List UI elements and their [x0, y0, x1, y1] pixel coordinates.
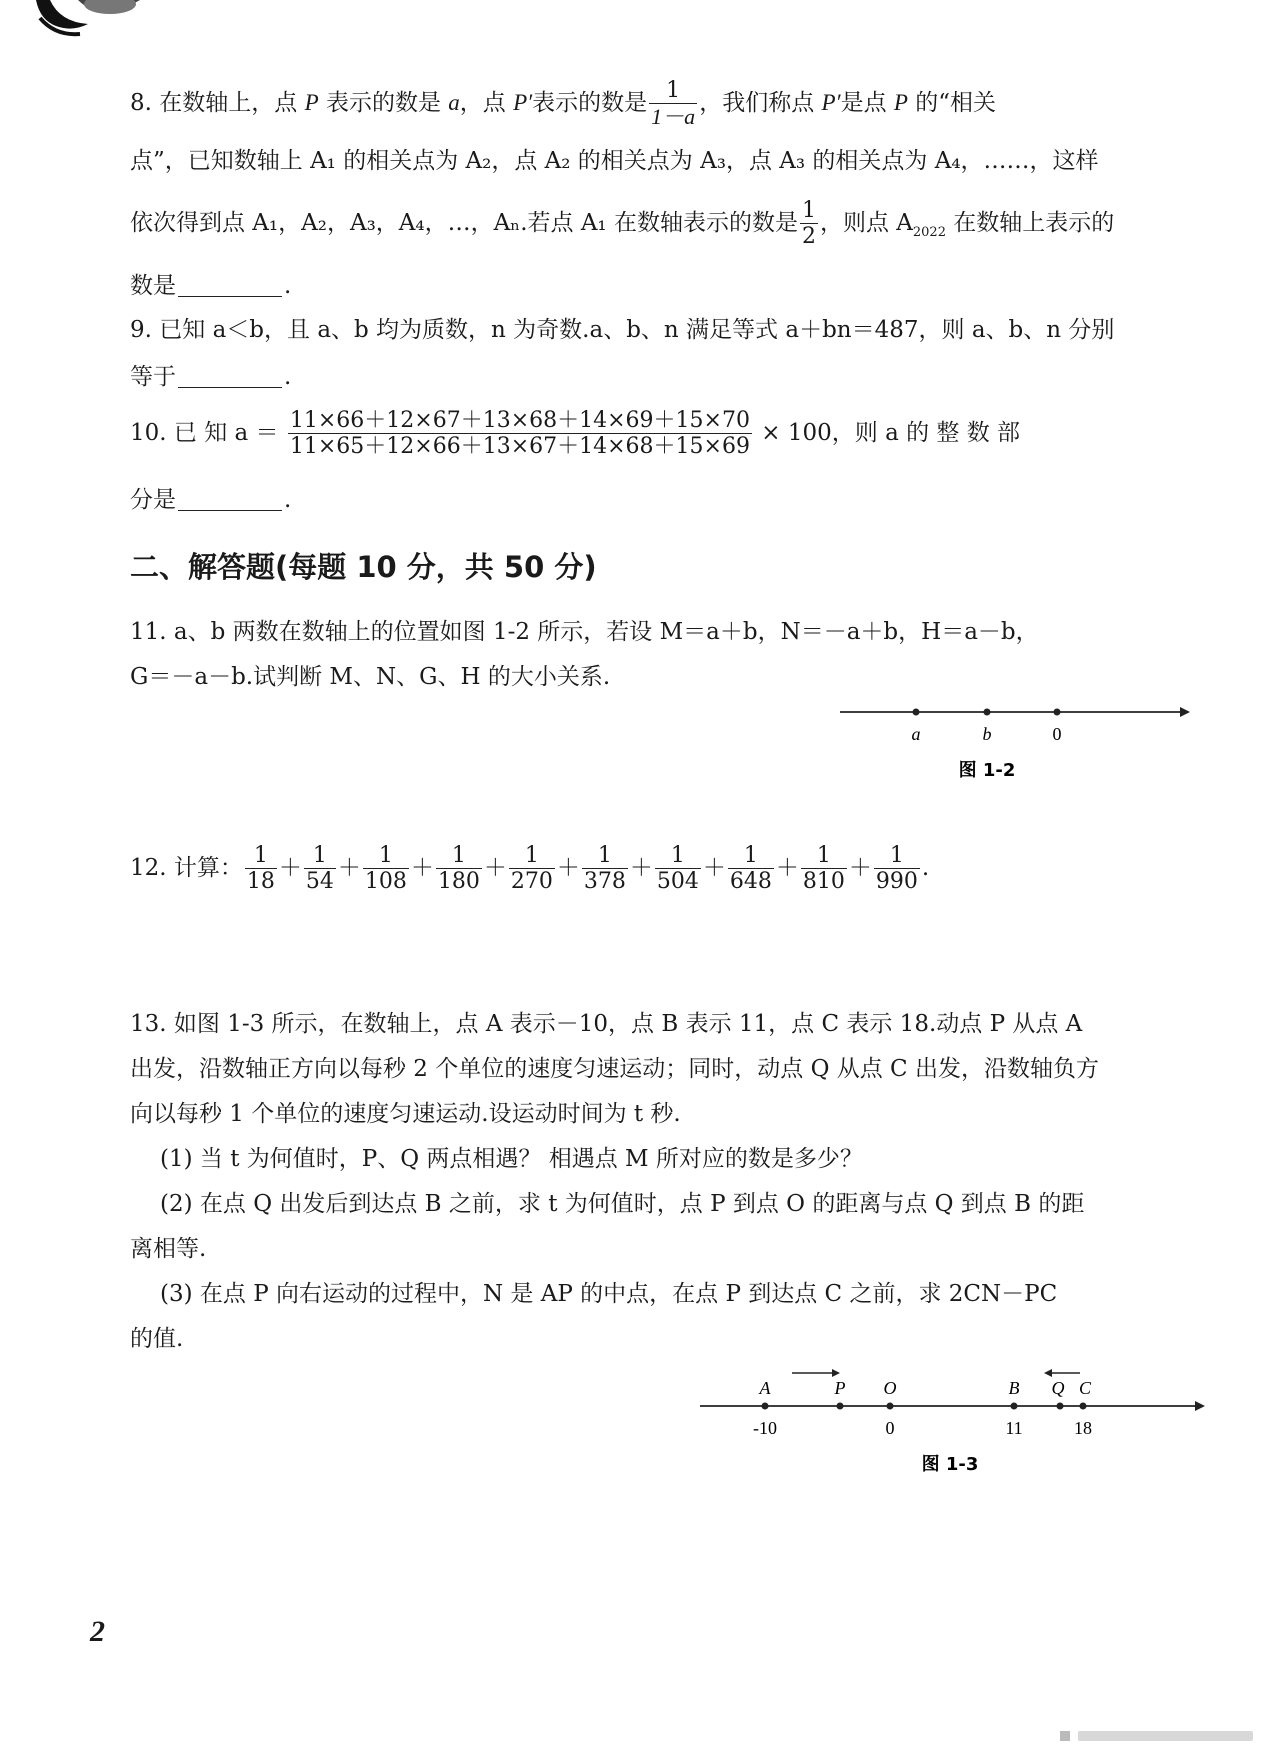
fraction-denominator: 108	[364, 869, 407, 895]
label-C: C	[1078, 1378, 1092, 1398]
label-O: O	[883, 1378, 897, 1398]
fraction-term	[363, 843, 409, 895]
fraction-denominator: 504	[656, 869, 699, 895]
arrow-head-icon	[1180, 707, 1190, 717]
fraction-term	[436, 843, 482, 895]
fraction-numerator: 1	[363, 843, 409, 869]
fraction-denominator: 180	[437, 869, 480, 895]
plus-sign: ＋	[337, 854, 361, 881]
arrow-head-icon	[1195, 1401, 1205, 1411]
q12-line: 12. 计算： $\frac{1}{18}$ ＋ $\frac{1}{54}$ ＋ $\frac{1}{108}$ ＋ $\frac{1}{180}$ ＋ $\frac{1}{270}$ ＋ $\frac{1}{378}$ ＋ $\frac{1}{504}$ ＋ $\frac{1}{648}$ ＋ $\frac{1}{810}$ ＋ $\frac{1}{990}$ .	[130, 843, 930, 895]
fraction-term	[245, 843, 277, 895]
q10-line2: 分是 .	[130, 487, 292, 513]
fraction-term	[801, 843, 847, 895]
plus-sign: ＋	[629, 854, 653, 881]
fraction-numerator: 1	[304, 843, 336, 869]
fraction-1-over-1-minus-a: $\frac{1}{1-a}$	[651, 78, 696, 130]
plus-sign: ＋	[556, 854, 580, 881]
q11-line1: 11. a、b 两数在数轴上的位置如图 1-2 所示，若设 M＝a＋b，N＝－a＋b，H＝a－b，	[130, 619, 1039, 645]
answer-blank-q10[interactable]	[178, 488, 282, 511]
q8-line4: 数是 .	[130, 273, 292, 299]
q13-sub1: (1) 当 t 为何值时，P、Q 两点相遇？ 相遇点 M 所对应的数是多少？	[160, 1146, 863, 1172]
plus-sign: ＋	[278, 854, 302, 881]
fraction-numerator: 1	[245, 843, 277, 869]
fraction-term	[509, 843, 555, 895]
corner-decoration	[0, 0, 150, 40]
point-A	[762, 1403, 769, 1410]
label-P: P	[834, 1378, 846, 1398]
fraction-term	[582, 843, 628, 895]
label-A: A	[759, 1378, 771, 1398]
plus-sign: ＋	[483, 854, 507, 881]
plus-sign: ＋	[848, 854, 872, 881]
figure-caption: 图 1-2	[958, 760, 1016, 781]
q13-line1: 13. 如图 1-3 所示，在数轴上，点 A 表示－10，点 B 表示 11，点 C 表示 18.动点 P 从点 A	[130, 1011, 1083, 1037]
fraction-term	[655, 843, 701, 895]
fraction-denominator: 270	[510, 869, 553, 895]
q13-sub2-line2: 离相等.	[130, 1236, 207, 1262]
left-arrow-icon	[1044, 1369, 1052, 1377]
scroll-indicator[interactable]	[1060, 1728, 1260, 1744]
q13-sub3-line1: (3) 在点 P 向右运动的过程中，N 是 AP 的中点，在点 P 到达点 C 之前，求 2CN－PC	[160, 1281, 1058, 1307]
q11-line2: G＝－a－b.试判断 M、N、G、H 的大小关系.	[130, 664, 611, 690]
figure-1-2	[830, 700, 1190, 790]
label-Q: Q	[1051, 1378, 1065, 1398]
plus-sign: ＋	[410, 854, 434, 881]
q8-line2: 点”，已知数轴上 A₁ 的相关点为 A₂，点 A₂ 的相关点为 A₃，点 A₃ 的相关点为 A₄，……，这样	[130, 148, 1099, 174]
right-arrow-icon	[832, 1369, 840, 1377]
q13-line2: 出发，沿数轴正方向以每秒 2 个单位的速度匀速运动；同时，动点 Q 从点 C 出发，沿数轴负方	[130, 1056, 1099, 1082]
fraction-denominator: 18	[246, 869, 275, 895]
answer-blank-q8[interactable]	[178, 274, 282, 297]
fraction-term	[728, 843, 774, 895]
label-zero: 0	[1052, 724, 1062, 744]
fraction-denominator: 378	[583, 869, 626, 895]
fraction-numerator: 1	[655, 843, 701, 869]
figure-caption: 图 1-3	[921, 1454, 979, 1475]
value-A: -10	[753, 1418, 777, 1438]
fraction-numerator: 1	[874, 843, 920, 869]
point-O	[887, 1403, 894, 1410]
section-heading: 二、解答题(每题 10 分，共 50 分)	[130, 550, 597, 584]
point-B	[1011, 1403, 1018, 1410]
point-b	[984, 709, 991, 716]
q8-line3: 依次得到点 A₁，A₂，A₃，A₄，…，Aₙ.若点 A₁ 在数轴表示的数是 $\frac{1}{2}$ ，则点 $A_{2022}$ 在数轴上表示的	[130, 198, 1115, 250]
value-B: 11	[1005, 1418, 1023, 1438]
answer-blank-q9[interactable]	[178, 365, 282, 388]
fraction-term	[304, 843, 336, 895]
page-number: 2	[90, 1615, 105, 1648]
q13-sub3-line2: 的值.	[130, 1326, 184, 1352]
plus-sign: ＋	[775, 854, 799, 881]
plus-sign: ＋	[702, 854, 726, 881]
fraction-numerator: 1	[509, 843, 555, 869]
fraction-term	[874, 843, 920, 895]
fraction-denominator: 54	[305, 869, 334, 895]
fraction-numerator: 1	[801, 843, 847, 869]
fraction-denominator: 990	[875, 869, 918, 895]
point-C	[1080, 1403, 1087, 1410]
point-Q	[1057, 1403, 1064, 1410]
fraction-numerator: 1	[582, 843, 628, 869]
point-P	[837, 1403, 844, 1410]
q8-line1: 8. 在数轴上，点 P 表示的数是 a，点 P′表示的数是 $\frac{1}{1-a}$ ，我们称点 P′是点 P 的“相关	[130, 78, 997, 130]
fraction-numerator: 1	[728, 843, 774, 869]
value-O: 0	[885, 1418, 895, 1438]
q13-line3: 向以每秒 1 个单位的速度匀速运动.设运动时间为 t 秒.	[130, 1101, 681, 1127]
q13-sub2-line1: (2) 在点 Q 出发后到达点 B 之前，求 t 为何值时，点 P 到点 O 的距离与点 Q 到点 B 的距	[160, 1191, 1085, 1217]
fraction-numerator: 1	[436, 843, 482, 869]
figure-1-3	[690, 1358, 1210, 1483]
label-b: b	[982, 724, 992, 744]
label-a: a	[911, 724, 921, 744]
q10-line1: 10. 已 知 a ＝ $\frac{11\times 66+12\times 67+13\times 68+14\times 69+15\times 70}{11\times 65+12\times 66+13\times 67+14\times 68+15\times 69}$ × 100，则 a 的 整 数 部	[130, 408, 1021, 460]
point-zero	[1054, 709, 1061, 716]
q9-line1: 9. 已知 a＜b，且 a、b 均为质数，n 为奇数.a、b、n 满足等式 a＋bn＝487，则 a、b、n 分别	[130, 317, 1115, 343]
fraction-denominator: 810	[802, 869, 845, 895]
fraction-denominator: 648	[729, 869, 772, 895]
point-a	[913, 709, 920, 716]
fraction-one-half: $\frac{1}{2}$	[801, 198, 816, 250]
q9-line2: 等于 .	[130, 364, 292, 390]
label-B: B	[1008, 1378, 1020, 1398]
value-C: 18	[1074, 1418, 1092, 1438]
fraction-q10: $\frac{11\times 66+12\times 67+13\times 68+14\times 69+15\times 70}{11\times 65+12\times 66+13\times 67+14\times 68+15\times 69}$	[289, 408, 750, 460]
